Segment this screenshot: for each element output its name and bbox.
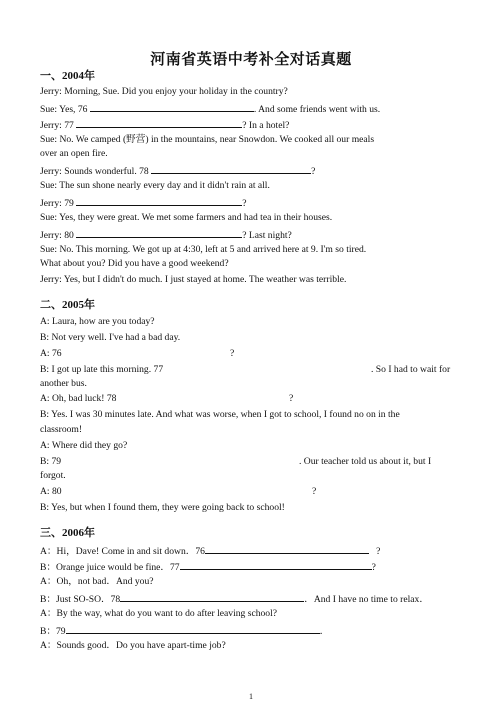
dialog-line: another bus. <box>40 378 87 389</box>
dialog-line: A: 80 <box>40 486 62 497</box>
answer-blank[interactable] <box>76 118 242 128</box>
dialog-line: A: Oh, bad luck! 78 <box>40 393 117 404</box>
dialog-text: B：Just SO-SO．78 <box>40 594 121 605</box>
dialog-text: ． <box>319 626 330 637</box>
dialog-text: Jerry: 80 <box>40 230 77 241</box>
dialog-text: . Our teacher told us about it, but I <box>299 456 432 467</box>
answer-blank[interactable] <box>66 624 320 634</box>
dialog-line <box>40 118 289 132</box>
section-heading-2004: 一、2004年 <box>40 70 95 82</box>
dialog-line: What about you? Did you have a good weekend? <box>40 258 229 269</box>
dialog-line: B: 79 <box>40 456 62 467</box>
dialog-text: B：Orange juice would be fine．77 <box>40 562 180 573</box>
page-title: 河南省英语中考补全对话真题 <box>150 52 352 68</box>
dialog-text: ? <box>311 166 316 177</box>
dialog-text: ? Last night? <box>242 230 292 241</box>
dialog-line: A：Oh，not bad．And you? <box>40 576 154 587</box>
dialog-text: ? <box>289 393 294 404</box>
dialog-line <box>40 544 380 558</box>
answer-blank[interactable] <box>90 102 254 112</box>
dialog-text: A：Hi，Dave! Come in and sit down．76 <box>40 546 205 557</box>
dialog-line: Jerry: Morning, Sue. Did you enjoy your holiday in the country? <box>40 86 288 97</box>
dialog-line: Sue: The sun shone nearly every day and it didn't rain at all. <box>40 180 270 191</box>
dialog-text: Jerry: 77 <box>40 120 77 131</box>
page-number: 1 <box>249 692 253 701</box>
dialog-line: A: Laura, how are you today? <box>40 316 155 327</box>
dialog-line: B: Yes, but when I found them, they were going back to school! <box>40 502 285 513</box>
dialog-line: A: 76 <box>40 348 62 359</box>
answer-blank[interactable] <box>151 164 311 174</box>
dialog-line: Sue: Yes, they were great. We met some farmers and had tea in their houses. <box>40 212 333 223</box>
answer-blank[interactable] <box>76 196 242 206</box>
dialog-text: ? <box>242 198 247 209</box>
dialog-text: ? <box>371 562 376 573</box>
dialog-line <box>40 102 380 116</box>
dialog-line <box>40 592 429 606</box>
dialog-line: Jerry: Yes, but I didn't do much. I just stayed at home. The weather was terrible. <box>40 274 347 285</box>
answer-blank[interactable] <box>120 592 304 602</box>
dialog-text: ．And I have no time to relax． <box>304 594 429 605</box>
section-heading-2006: 三、2006年 <box>40 527 95 539</box>
dialog-line: Sue: No. This morning. We got up at 4:30, left at 5 and arrived here at 9. I'm so tired. <box>40 244 367 255</box>
dialog-text: . And some friends went with us. <box>253 104 381 115</box>
section-heading-2005: 二、2005年 <box>40 299 95 311</box>
dialog-line <box>40 196 247 210</box>
dialog-line: A：Sounds good．Do you have apart-time job? <box>40 640 226 651</box>
dialog-line <box>40 624 329 638</box>
answer-blank[interactable] <box>205 544 369 554</box>
dialog-text: ? <box>312 486 317 497</box>
dialog-line: B: Yes. I was 30 minutes late. And what was worse, when I got to school, I found no on in the <box>40 409 400 420</box>
dialog-text: ? In a hotel? <box>242 120 290 131</box>
dialog-line: A: Where did they go? <box>40 440 128 451</box>
dialog-line: classroom! <box>40 424 83 435</box>
dialog-line <box>40 164 315 178</box>
dialog-line: B: I got up late this morning. 77 <box>40 364 164 375</box>
dialog-line <box>40 228 292 242</box>
dialog-line: A：By the way, what do you want to do after leaving school? <box>40 608 278 619</box>
dialog-line: over an open fire. <box>40 148 108 159</box>
dialog-text: B：79 <box>40 626 66 637</box>
dialog-text: Jerry: 79 <box>40 198 77 209</box>
dialog-line: Sue: No. We camped (野营) in the mountains, near Snowdon. We cooked all our meals <box>40 134 375 145</box>
dialog-line: B: Not very well. I've had a bad day. <box>40 332 181 343</box>
answer-blank[interactable] <box>180 560 372 570</box>
dialog-line: forgot. <box>40 470 66 481</box>
dialog-text: . So I had to wait for <box>371 364 451 375</box>
dialog-text: Sue: Yes, 76 <box>40 104 90 115</box>
dialog-line <box>40 560 376 574</box>
dialog-text: Jerry: Sounds wonderful. 78 <box>40 166 152 177</box>
dialog-text: ? <box>230 348 235 359</box>
answer-blank[interactable] <box>76 228 242 238</box>
dialog-text: ? <box>376 546 381 557</box>
